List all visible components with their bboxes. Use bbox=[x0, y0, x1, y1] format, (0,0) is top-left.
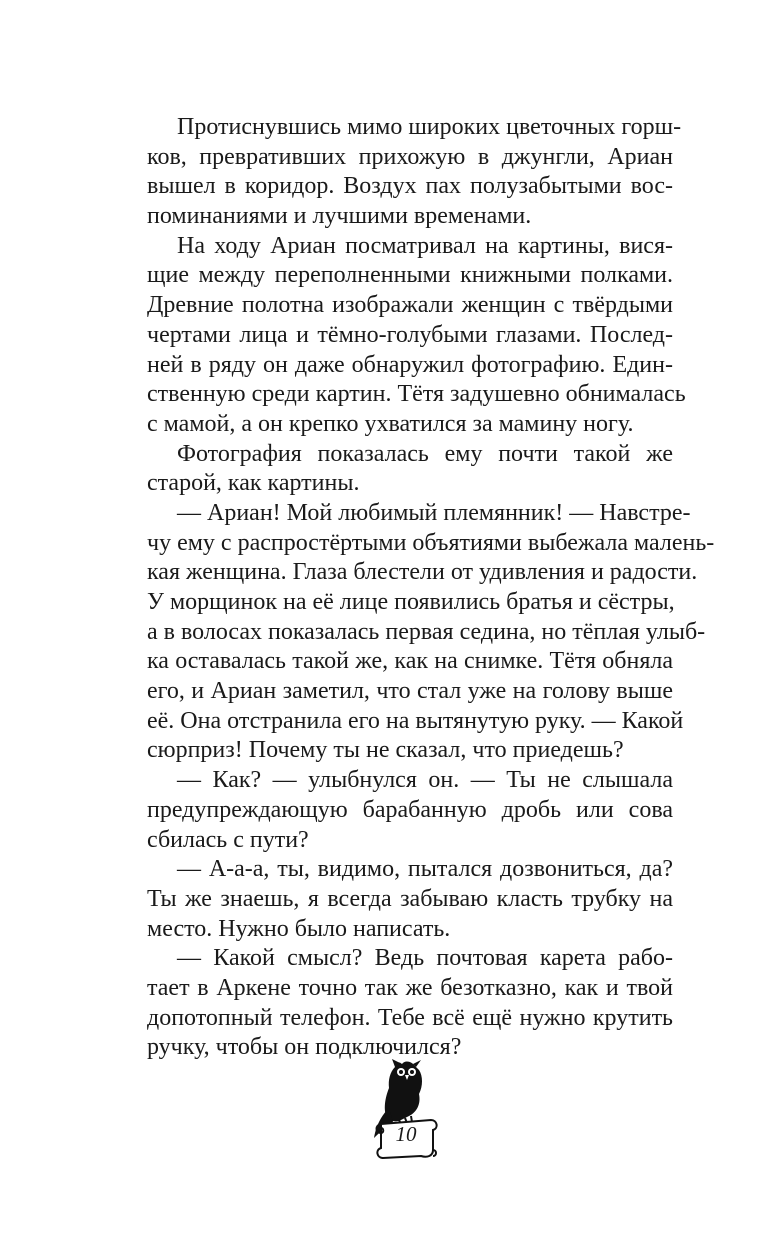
text-line: ков, превративших прихожую в джунгли, Ариан bbox=[147, 143, 673, 170]
text-line: а в волосах показалась первая седина, но тёплая улыб- bbox=[147, 618, 706, 645]
text-line: На ходу Ариан посматривал на картины, вися- bbox=[177, 232, 673, 259]
body-text bbox=[147, 113, 715, 1063]
text-line: Протиснувшись мимо широких цветочных горш- bbox=[177, 114, 682, 140]
text-line: поминаниями и лучшими временами. bbox=[147, 203, 532, 230]
text-line: ней в ряду он даже обнаружил фотографию. Един- bbox=[147, 351, 673, 378]
text-line: ка оставалась такой же, как на снимке. Тётя обняла bbox=[147, 648, 673, 675]
paragraph bbox=[147, 232, 686, 440]
owl-on-scroll-icon bbox=[371, 1058, 441, 1164]
paragraph bbox=[147, 855, 673, 944]
text-line: старой, как картины. bbox=[147, 470, 360, 497]
text-line: ственную среди картин. Тётя задушевно обнималась bbox=[147, 381, 686, 408]
text-line: с мамой, а он крепко ухватился за мамину ногу. bbox=[147, 410, 634, 437]
text-line: чу ему с распростёртыми объятиями выбежала малень- bbox=[147, 529, 715, 556]
text-line: его, и Ариан заметил, что стал уже на голову выше bbox=[147, 678, 673, 705]
text-line: — Ариан! Мой любимый племянник! — Навстре- bbox=[177, 499, 691, 526]
page-number: 10 bbox=[395, 1122, 417, 1146]
text-line: — Как? — улыбнулся он. — Ты не слышала bbox=[177, 767, 673, 794]
text-line: Фотография показалась ему почти такой же bbox=[177, 440, 673, 467]
paragraph bbox=[147, 499, 715, 766]
paragraph bbox=[147, 113, 682, 232]
text-line: её. Она отстранила его на вытянутую руку. — Какой bbox=[147, 707, 684, 734]
text-line: место. Нужно было написать. bbox=[147, 915, 451, 942]
text-line: сюрприз! Почему ты не сказал, что приедешь? bbox=[147, 737, 624, 764]
text-line: чертами лица и тёмно-голубыми глазами. Послед- bbox=[147, 321, 673, 348]
paragraph bbox=[147, 440, 673, 499]
paragraph bbox=[147, 766, 673, 855]
text-line: Древние полотна изображали женщин с твёрдыми bbox=[147, 292, 673, 319]
paragraph bbox=[147, 944, 673, 1063]
text-line: допотопный телефон. Тебе всё ещё нужно крутить bbox=[147, 1004, 673, 1031]
text-line: — А-а-а, ты, видимо, пытался дозвониться, да? bbox=[177, 856, 673, 883]
text-line: Ты же знаешь, я всегда забываю класть трубку на bbox=[147, 885, 673, 912]
text-line: предупреждающую барабанную дробь или сова bbox=[147, 796, 673, 823]
text-line: сбилась с пути? bbox=[147, 826, 309, 853]
text-line: тает в Аркене точно так же безотказно, как и твой bbox=[147, 974, 673, 1001]
text-line: ручку, чтобы он подключился? bbox=[147, 1034, 462, 1061]
text-line: вышел в коридор. Воздух пах полузабытыми вос- bbox=[147, 173, 673, 200]
text-line: щие между переполненными книжными полками. bbox=[147, 262, 673, 289]
text-line: кая женщина. Глаза блестели от удивления и радости. bbox=[147, 559, 698, 586]
text-line: — Какой смысл? Ведь почтовая карета рабо- bbox=[177, 945, 673, 972]
text-line: У морщинок на её лице появились братья и сёстры, bbox=[147, 589, 675, 615]
